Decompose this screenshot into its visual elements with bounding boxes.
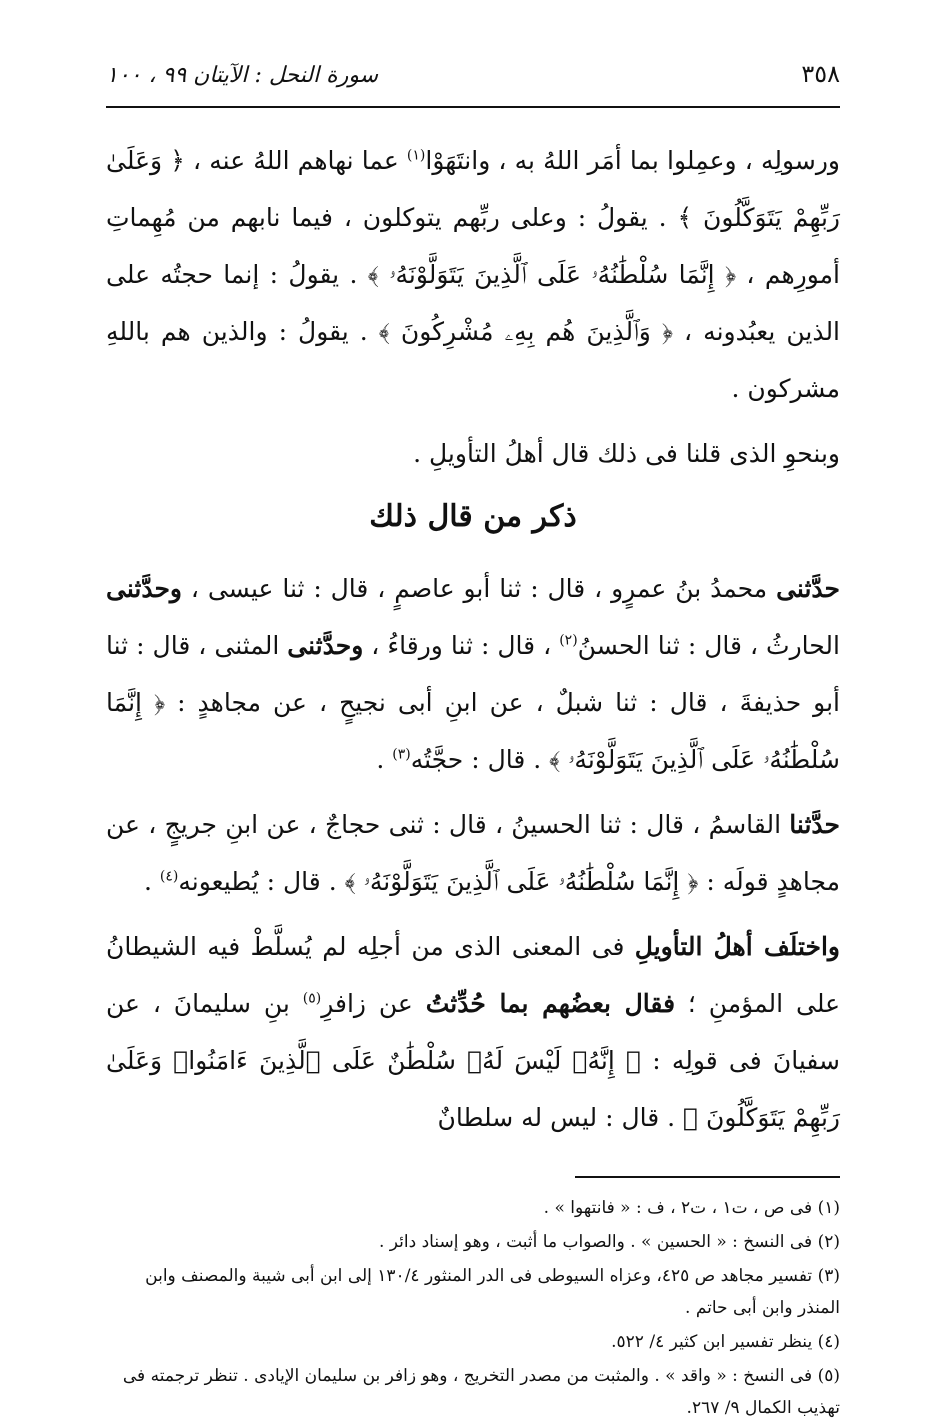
section-heading: ذكر من قال ذلك [369,499,577,534]
text-run: . قال : يُطيعونه [178,867,345,896]
quran-quote: ﴿ وَٱلَّذِينَ هُم بِهِۦ مُشْرِكُونَ ﴾ [378,317,674,346]
text-run: . يقولُ : والذين هم باللهِ مشركون . [106,317,840,403]
text-run: فى المعنى الذى من أجلِه لم يُسلَّطْ فيه الشيطانُ على المؤمنِ ؛ [106,932,841,1018]
footnote-1: (١) فى ص ، ت١ ، ت٢ ، ف : « فانتهوا » . [543,1198,840,1218]
header-rule [106,106,840,108]
text-run: ورسولِه ، وعمِلوا بما أمَر اللهُ به ، وانتَهَوْا [425,146,840,175]
bold-phrase: فقال بعضُهم بما حُدِّثتُ [425,989,676,1018]
paragraph-5 [106,918,840,1146]
paragraph-4 [106,796,840,910]
quran-quote: ﴿ إِنَّمَا سُلْطَٰنُهُۥ عَلَى ٱلَّذِينَ يَتَوَلَّوْنَهُۥ ﴾ [367,260,737,289]
text-run: الحارثُ ، قال : ثنا الحسنُ [577,631,840,660]
text-run: عن زافرِ [321,989,426,1018]
bold-phrase: وحدَّثنى [287,631,364,660]
text-run: . يقولُ : وعلى ربِّهم يتوكلون ، فيما نابهم من مُهِماتِ أمورِهم ، [106,203,841,289]
footnote-4: (٤) ينظر تفسير ابن كثير ٤/ ٥٢٢. [611,1332,840,1352]
footnote-ref-4[interactable]: (٤) [159,868,179,885]
bold-phrase: واختلَف أهلُ التأويلِ [634,932,840,961]
footnote-ref-2[interactable]: (٢) [559,632,578,649]
text-run: . يقولُ : إنما حجتُه على الذين يعبُدونه ، [106,260,841,346]
text-run: . قال : ليس له سلطانٌ [437,1103,684,1132]
text-run: . [143,867,160,896]
paragraph-3 [106,560,840,788]
main-text [106,132,840,1146]
text-run: القاسمُ ، قال : ثنا الحسينُ ، قال : ثنى حجاجٌ ، عن ابنِ جريجٍ ، عن مجاهدٍ قولَه : [106,810,840,896]
footnote-3: (٣) تفسير مجاهد ص ٤٢٥، وعزاه السيوطى فى الدر المنثور ١٣٠/٤ إلى ابن أبى شيبة والمصنف وابن المنذر وابن أبى حاتم . [145,1266,840,1318]
paragraph-2: وبنحوِ الذى قلنا فى ذلك قال أهلُ التأويلِ . [413,439,840,468]
running-title: سورة النحل : الآيتان ٩٩ ، ١٠٠ [106,63,379,88]
footnote-2: (٢) فى النسخ : « الحسين » . والصواب ما أثبت ، وهو إسناد دائر . [378,1232,840,1252]
page-header [106,60,840,100]
text-run: ، قال : ثنا ورقاءُ ، [363,631,560,660]
footnote-ref-5[interactable]: (٥) [302,990,322,1007]
bold-phrase: حدَّثنا [789,810,840,839]
bold-phrase: وحدَّثنى [106,574,182,603]
text-run: . قال : حجَّتُه [410,745,550,774]
footnote-ref-1[interactable]: (١) [406,147,426,164]
footnote-ref-3[interactable]: (٣) [392,746,411,763]
footnote-5: (٥) فى النسخ : « واقد » . والمثبت من مصدر التخريج ، وهو زافر بن سليمان الإيادى . تنظر ترجمته فى تهذيب الكمال ٩/ ٢٦٧. [122,1366,840,1418]
quran-quote: ﴿ إِنَّهُۥ لَيْسَ لَهُۥ سُلْطَٰنٌ عَلَى ٱلَّذِينَ ءَامَنُوا۟ وَعَلَىٰ رَبِّهِمْ يَتَوَكَّلُونَ ﴾ [106,1046,840,1132]
bold-phrase: حدَّثنى [776,574,840,603]
text-run: محمدُ بنُ عمرٍو ، قال : ثنا أبو عاصمٍ ، قال : ثنا عيسى ، [182,574,777,603]
text-run: . [376,745,393,774]
quran-quote: ﴿ إِنَّمَا سُلْطَٰنُهُۥ عَلَى ٱلَّذِينَ يَتَوَلَّوْنَهُۥ ﴾ [106,688,840,774]
footnotes [106,1192,840,1424]
quran-quote: ﴿ وَعَلَىٰ رَبِّهِمْ يَتَوَكَّلُونَ ﴾ [106,146,840,232]
quran-quote: ﴿ إِنَّمَا سُلْطَٰنُهُۥ عَلَى ٱلَّذِينَ يَتَوَلَّوْنَهُۥ ﴾ [344,867,699,896]
footnote-rule [575,1176,840,1178]
text-run: المثنى ، قال : ثنا أبو حذيفةَ ، قال : ثنا شبلٌ ، عن ابنِ أبى نجيحٍ ، عن مجاهدٍ : [106,631,840,717]
paragraph-1 [106,132,840,417]
text-run: عما نهاهم اللهُ عنه ، [184,146,407,175]
page-number: ٣٥٨ [801,60,840,88]
text-run: بنِ سليمانَ ، عن سفيانَ فى قولِه : [106,989,841,1075]
